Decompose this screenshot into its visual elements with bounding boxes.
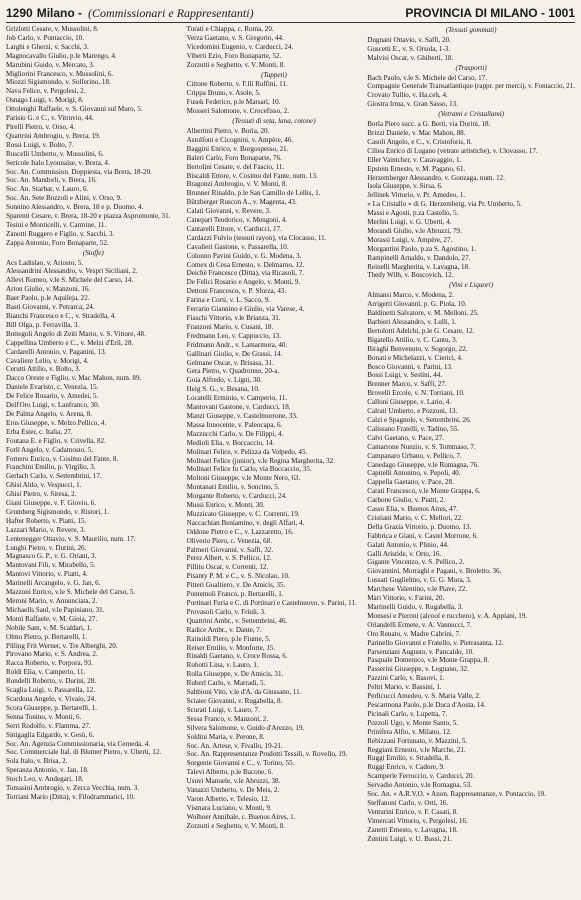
- directory-entry: Pazzini Carlo, v. Basovi, 1.: [367, 674, 445, 683]
- city-label: Milano -: [36, 6, 83, 20]
- directory-entry: Zorzutti e Seghetto, v. V. Monti, 8.: [186, 60, 286, 69]
- directory-entry: Vanazzi Umberto, v. De Meis, 2.: [186, 786, 280, 795]
- directory-entry: Usuvi Manuele, v.le Abruzzi, 38.: [186, 777, 281, 786]
- directory-entry: Soc. Commerciale Ital. di Blumer Pietro, v. Uberti, 12.: [6, 748, 162, 757]
- directory-entry: Lentenegger Ottavio, v. S. Maurilio, num. 17.: [6, 534, 136, 543]
- directory-entry: Carati Francesco, v.le Monte Grappa, 6.: [367, 487, 481, 496]
- directory-entry: Lussati Guglielmo, v. G. G. Mora, 3.: [367, 576, 472, 585]
- directory-entry: Rampinelli Arnaldo, v. Dandolo, 27.: [367, 253, 471, 262]
- directory-entry: Molinari Felice, v. Pelizza da Volpedo, 45.: [186, 447, 308, 456]
- directory-entry: Della Grazia Vittorio, p. Duomo, 13.: [367, 522, 472, 531]
- directory-entry: Ghisi Aldo, v. Vespucci, 1.: [6, 481, 82, 490]
- directory-entry: Quattrini Ambrogio, v. Brera, 19.: [6, 131, 101, 140]
- category-heading: (Vini e Liquori): [449, 281, 494, 290]
- directory-entry: Sola Italo, v. Brisa, 2.: [6, 757, 68, 766]
- directory-entry: Camarrone Nunzio, v. S. Tommaso, 7.: [367, 442, 476, 451]
- directory-entry: Torriani Mario (Ditta), v. Filodrammatici, 10.: [6, 792, 135, 801]
- directory-entry: Borla Piero succ. a G. Berti, via Durini, 18.: [367, 120, 491, 129]
- directory-entry: Monti Raffaele, v. M. Gioia, 27.: [6, 614, 98, 623]
- directory-entry: Meroni Mario, v. Annunciata, 2.: [6, 597, 98, 605]
- directory-entry: Pontemoli Franco, p. Bertarelli, 1.: [186, 590, 284, 599]
- directory-entry: Brenner Marco, v. Saffi, 27.: [367, 380, 447, 389]
- directory-entry: Locatelli Erminio, v. Camperio, 11.: [186, 394, 288, 403]
- directory-entry: Racca Roberto, v. Porpora, 93.: [6, 659, 94, 668]
- directory-entry: Vimercati Vittorio, v. Pergolesi, 16.: [367, 816, 468, 825]
- directory-entry: Galli Aristide, v. Orto, 16.: [367, 549, 442, 558]
- directory-entry: Canedago Giuseppe, v.le Romagna, 76.: [367, 460, 480, 469]
- directory-entry: Stoch Leo, v. Andegari, 18.: [6, 775, 84, 784]
- directory-entry: Barbieri Alessandro, v. Lulli, 1.: [367, 318, 457, 326]
- directory-entry: Reinelli Margherita, v. Lavagna, 18.: [367, 262, 470, 271]
- directory-entry: Lunghi Pietro, v. Durini, 26.: [6, 543, 87, 552]
- directory-entry: Soc. An. Starbar, v. Lauro, 6.: [6, 185, 89, 194]
- directory-entry: Medioli Elia, v. Boccaccio, 14.: [186, 438, 275, 447]
- directory-entry: Grizlotti Cesare, v. Mussolini, 8.: [6, 25, 99, 33]
- category-heading: (Tessuti di seta, lana, cotone): [232, 117, 316, 126]
- directory-entry: Wolhoer Annibale, c. Buenos Aires, 1.: [186, 812, 296, 821]
- directory-entry: Dettoni Francesco, v. P. Sforza, 43.: [186, 287, 287, 296]
- directory-entry: Canepari Teodorico, v. Mengoni, 4.: [186, 216, 288, 225]
- directory-entry: Bigatello Attilio, v. C. Cantu, 3.: [367, 335, 458, 344]
- directory-entry: Oro Renato, v. Madre Cabrini, 7.: [367, 629, 461, 638]
- directory-entry: Arrigerti Giovanni, p. G. Piola, 10.: [367, 300, 467, 309]
- directory-entry: Mosseri Salomone, v. Crocefisso, 2.: [186, 107, 290, 116]
- directory-entry: Magnocavallo Giulio, p.le Marengo, 4.: [6, 51, 117, 60]
- directory-entry: Thedy Wilh, v. Boscovich, 12.: [367, 271, 454, 280]
- directory-entry: Turati e Chiappa, c. Roma, 20.: [186, 25, 274, 33]
- directory-entry: Muzzicato Giuseppe, v. C. Correnti, 19.: [186, 509, 300, 518]
- directory-entry: Bertolini Cesare, v. del Fascio, 11.: [186, 162, 285, 171]
- directory-entry: Bianchi Francesco e C., v. Stradella, 4.: [6, 312, 117, 320]
- directory-entry: De Felici Rosario e Angelo, v. Monti, 9.: [186, 278, 301, 287]
- directory-entry: Soc. An. Agenzia Commissionaria, via Cerneda, 4.: [6, 739, 151, 748]
- directory-entry: Ferrario Giannino e Giulio, via Varese, 4.: [186, 305, 305, 314]
- directory-entry: Mantovani Gastone, v. Carducci, 18.: [186, 403, 291, 412]
- directory-entry: Fusek Federico, p.le Marsari, 10.: [186, 98, 281, 107]
- directory-entry: Migliorini Francesco, v. Mussolini, 6.: [6, 69, 114, 78]
- directory-entry: Scardona Angelo, v. Vivaio, 24.: [6, 694, 97, 703]
- directory-entry: Osnago Luigi, v. Morigi, 8.: [6, 96, 84, 105]
- directory-entry: Steffanoni Carlo, v. Orti, 16.: [367, 798, 449, 807]
- directory-entry: Ghisi Pietro, v. Siresa, 2.: [6, 490, 77, 499]
- directory-entry: Brizzi Daniele, v. Mac Mahon, 88.: [367, 128, 466, 137]
- directory-entry: Soc. An. Rappresentanze Prodotti Tessili, v. Rovello, 19.: [186, 750, 348, 759]
- directory-entry: Compagnie Generale Transatlantique (rappr. per merci), v. Fontaccio, 21.: [367, 82, 576, 91]
- directory-entry: Mantovi Vittorio, v. Piatti, 4.: [6, 570, 88, 579]
- directory-entry: Daniele Evaristo, c. Venezia, 15.: [6, 383, 99, 392]
- directory-entry: Zanetti Ernesto, v. Lavagna, 18.: [367, 825, 458, 834]
- directory-entry: Carbone Giulio, v. Piatti, 2.: [367, 496, 446, 505]
- directory-entry: Cappellina Umberto e C., v. Melzi d'Eril, 28.: [6, 338, 134, 347]
- directory-entry: Arton Giulio, v. Manzoni, 16.: [6, 285, 91, 294]
- directory-entry: Morandi Giulio, v.le Abruzzi, 79.: [367, 226, 462, 235]
- directory-entry: Pirovano Mario, v. S. Andrea, 2.: [6, 650, 98, 659]
- directory-entry: Fabbrica e Giani, v. Castel Morrone, 6.: [367, 531, 478, 540]
- directory-entry: Pozzoli Ugo, v. Monte Santo, 5.: [367, 718, 459, 727]
- directory-entry: Cardazzi Fulvio (tessuti rayon), via Clocasso, 11.: [186, 233, 327, 242]
- directory-entry: Oliverio Piero, c. Venezia, 68.: [186, 536, 272, 545]
- directory-entry: Talevi Alberto, p.le Bacone, 6.: [186, 768, 274, 777]
- directory-entry: Franzoni Mario, v. Cusani, 18.: [186, 322, 274, 331]
- directory-entry: Sonnino Alessandro, v. Brera, 18 e p. Duomo, 4.: [6, 203, 144, 212]
- directory-entry: Tesini e Monticelli, v. Carmine, 11.: [6, 220, 107, 229]
- directory-entry: Peltri Mario, v. Bassini, 1.: [367, 683, 442, 692]
- directory-entry: Crovato Tullio, v. Ha.ceh, 4.: [367, 91, 448, 100]
- directory-entry: Gelmane Oscar, v. Brisasa, 31.: [186, 358, 274, 367]
- directory-entry: Sinigaglia Edgardo, v. Gesù, 6.: [6, 730, 95, 739]
- directory-entry: Grumberg Sigismondo, v. Ristori, 1.: [6, 507, 110, 516]
- directory-entry: Radice Ambr., v. Dante, 7.: [186, 625, 262, 634]
- directory-entry: Zuntini Luigi, v. U. Bassi, 21.: [367, 834, 452, 843]
- directory-entry: Brovelli Ercole, v. N. Torriani, 10.: [367, 389, 465, 398]
- directory-entry: Sabbioni Vito, v.le d'A. da Giussano, 11.: [186, 688, 302, 697]
- directory-entry: Dacco Oreste e Figlio, v. Mac Mahon, num. 89.: [6, 374, 142, 383]
- directory-entry: Deichè Francesco (Ditta), via Ricasoli, 7.: [186, 269, 305, 278]
- directory-entry: Mazzoni Enrico, v.le S. Michele del Carso, 5.: [6, 588, 136, 597]
- directory-entry: Rebizzani Fortunato, v. Mazzini, 5.: [367, 736, 468, 745]
- directory-entry: Ciliea Enrico di Lugano (vetrate artistiche), v. Clovasso, 17.: [367, 146, 538, 155]
- directory-entry: Perez Albert, v. S. Pellico, 12.: [186, 554, 272, 563]
- directory-entry: Picinali Carlo, v. Lupetta, 7.: [367, 709, 448, 718]
- directory-entry: Alessandrini Alessandro, v. Vespri Siciliani, 2.: [6, 267, 138, 276]
- directory-entry: Moltoni Giuseppe, v.le Monte Nero, 63.: [186, 474, 301, 483]
- directory-entry: Dugnani Ottavio, v. Saffi, 20.: [367, 35, 451, 44]
- directory-entry: Forli Angelo, v. Cadamosto, 5.: [6, 445, 94, 454]
- directory-entry: Heig S. G., v. Besana, 10.: [186, 385, 260, 394]
- directory-entry: Erba Ester, c. Italia, 27.: [6, 427, 73, 436]
- directory-entry: Gigante Vincenzo, v. S. Pellico, 2.: [367, 558, 465, 567]
- directory-entry: Soc. An. « A.R.V.O. » Anon. Rappresentanze, v. Pontaccio, 19.: [367, 790, 546, 799]
- directory-entry: Epstein Ernesto, v. M. Pagano, 61.: [367, 164, 466, 173]
- directory-entry: Manzi Giuseppe, v. Castelmorrone, 33.: [186, 411, 298, 420]
- directory-entry: Soc. An. Sete Bozzoli e Alini, v. Orso, 9.: [6, 194, 122, 203]
- directory-entry: Goia Alfredo, v. Ligni, 30.: [186, 376, 262, 385]
- directory-entry: Mantovani Fili, v. Mirabello, 5.: [6, 561, 96, 570]
- directory-entry: Scora Giuseppe, p. Bertarelli, 1.: [6, 703, 98, 712]
- directory-entry: De Felice Rosario, v. Amedei, 5.: [6, 392, 99, 401]
- directory-entry: Molinari Felice fu Carlo, via Boccaccio, 35.: [186, 465, 312, 474]
- directory-entry: Casoli Angelo, e C., v. Cristoforis, 8.: [367, 137, 473, 146]
- directory-entry: Morassi Luigi, v. Ampère, 27.: [367, 235, 453, 244]
- directory-entry: Baggini Enrico, v. Borgospesso, 21.: [186, 144, 289, 153]
- directory-entry: Rondelli Roberto, v. Durini, 28.: [6, 677, 97, 686]
- directory-entry: Bützberger Ruscon A., v. Magenta, 43.: [186, 198, 297, 207]
- directory-entry: Reggiani Ernesto, v.le Marche, 21.: [367, 745, 466, 754]
- directory-entry: Oddone Pietro e C., v. Lazzaretto, 16.: [186, 527, 294, 536]
- directory-entry: Montanari Emilio, v. Soncino, 5.: [186, 483, 280, 492]
- directory-entry: Merlini Luigi, v. G. Uberti, 4.: [367, 218, 452, 227]
- directory-entry: Sorgente Giovanni e C., v. Torino, 55.: [186, 759, 295, 768]
- directory-entry: Cittone Roberto, v. F.lli Ruffini, 11.: [186, 80, 288, 89]
- directory-entry: Eros Giuseppe, v. Melzo Pellico, 4.: [6, 418, 107, 427]
- directory-entry: Serri Rodolfo, v. Flamma, 27.: [6, 721, 91, 730]
- directory-entry: Vicedomini Eugenio, v. Carducci, 24.: [186, 42, 294, 51]
- directory-entry: Massi e Agosti, p.za Castello, 5.: [367, 209, 459, 218]
- directory-entry: Parinello Giovanni e Fratello, v. Pietrasanta, 12.: [367, 638, 504, 647]
- directory-entry: Senna Tonino, v. Monti, 6.: [6, 712, 82, 721]
- directory-entry: Sparenti Cesare, v. Brera, 18-20 e piazza Aspromonte, 31.: [6, 212, 171, 221]
- directory-entry: Allevi Romeo, v.le S. Michele del Carso, 14.: [6, 276, 134, 285]
- directory-entry: Pescarmona Paolo, p.le Duca d'Aosta, 14.: [367, 700, 486, 709]
- directory-entry: Ruggi Enrico, v. Cadore, 9.: [367, 763, 445, 772]
- directory-entry: Rossi Luigi, v. Bolto, 7.: [6, 140, 74, 149]
- directory-entry: Monsesi e Pieroni (alcool e rucchero), v. A. Appiani, 19.: [367, 611, 528, 620]
- directory-entry: Bach Paolo, v.le S. Michele del Carso, 17.: [367, 73, 487, 82]
- directory-entry: Gera Pietro, v. Quadronno, 20-a.: [186, 367, 280, 376]
- directory-entry: Oriandelli Ermete, v. A. Vannucci, 7.: [367, 620, 472, 629]
- directory-entry: Calloni Giuseppe, v. Lario, 4.: [367, 398, 452, 407]
- directory-entry: Guscetti E., v. S. Orsola, 1-3.: [367, 44, 451, 53]
- directory-entry: Parsenziani Augusto, v. Pancaldo, 10.: [367, 647, 474, 656]
- directory-entry: Casso Elia, v. Buenos Aires, 47.: [367, 505, 459, 514]
- directory-entry: Mazzucchi Carlo, v. De Filippi, 4.: [186, 429, 284, 438]
- directory-entry: Rainoldi Piero, p.le Fiume, 5.: [186, 634, 271, 643]
- directory-entry: Martinelli Guido, v. Rugabella, 3.: [367, 603, 463, 611]
- directory-entry: Morgantini Paolo, p.za S. Agostino, 1.: [367, 244, 476, 253]
- directory-entry: Pirelli Pietro, v. Orso, 4.: [6, 122, 75, 131]
- directory-entry: Scurati Luigi, v. Lauro, 7.: [186, 705, 260, 714]
- directory-entry: Magnasco G. P., v. G. Oriani, 3.: [6, 552, 97, 561]
- directory-entry: Olmo Pietro, p. Bertarelli, 1.: [6, 632, 88, 641]
- column-2: [187, 25, 362, 843]
- directory-entry: Eller Vaintcher, v. Caravaggio, 1.: [367, 155, 462, 164]
- directory-entry: Scaglia Luigi, v. Passarella, 12.: [6, 686, 95, 695]
- directory-entry: Brunner Rinaldo, p.le San Camillo de Lellis, 1.: [186, 189, 321, 198]
- directory-entry: Dell'Oro Luigi, v. Lanfranco, 30.: [6, 401, 100, 410]
- directory-entry: Albertini Pietro, v. Boria, 20.: [186, 126, 270, 135]
- directory-entry: Miozzi Sigismondo, v. Solferino, 18.: [6, 78, 111, 87]
- directory-entry: Scamperle Ferruccio, v. Carducci, 20.: [367, 772, 475, 781]
- directory-entry: Cavaliere Lelio, v. Morigi, 4.: [6, 356, 89, 365]
- directory-entry: Massa Innocente, v. Paleocapa, 6.: [186, 420, 283, 429]
- directory-entry: Pisanty P. M. e C., v. S. Nicolao, 10.: [186, 572, 290, 581]
- directory-entry: Fridmann Andr., v. Lamarmora, 40.: [186, 340, 288, 349]
- category-heading: (Stoffe): [82, 248, 104, 257]
- directory-entry: Crippa Bruno, v. Asole, 5.: [186, 89, 261, 98]
- directory-entry: Roldi Elia, v. Camperio, 11.: [6, 668, 86, 677]
- directory-entry: Sciaier Giovanni, v. Rugabella, 8.: [186, 696, 283, 705]
- directory-entry: Zappa Antonio, Foro Bonaparte, 52.: [6, 238, 109, 247]
- directory-entry: Soc. An. Artese, v. Fivallo, 19-21.: [186, 741, 283, 750]
- directory-entry: Bertolotti Adelchi, p.le G. Cesare, 12.: [367, 326, 475, 335]
- directory-entry: Calati Giovanni, v. Revere, 3.: [186, 207, 271, 216]
- directory-entry: Tomasini Ambrogio, v. Zecca Vecchia, num. 3.: [6, 784, 140, 793]
- directory-entry: Colonno Pavini Guido, v. G. Modena, 3.: [186, 251, 302, 260]
- directory-entry: Foutana E. e Figlio, v. Crivella, 82.: [6, 436, 106, 445]
- directory-entry: Bottegoli Angelo di Zeiti Mario, v. S. Vittore, 48.: [6, 329, 146, 338]
- directory-entry: Pitteri Gualtiero, v. De Amicis, 35.: [186, 581, 286, 590]
- directory-entry: Nobile Sam, v. M. Scaldari, 1.: [6, 623, 92, 632]
- directory-entry: Robotti Lina, v. Lauro, 1.: [186, 661, 259, 670]
- directory-entry: Portinari Furia e C. di Portinari e Castelnuovo, v. Parini, 11.: [186, 599, 357, 607]
- directory-entry: Quattrini Ambr., v. Settembrini, 46.: [186, 616, 288, 625]
- category-heading: (Tappeti): [261, 70, 287, 79]
- page-number: 1290: [6, 6, 33, 20]
- directory-entry: Provasoli Carlo, v. Friuli, 3.: [186, 607, 266, 616]
- directory-entry: Venturini Enrico, v. F. Casati, 8.: [367, 807, 459, 816]
- directory-entry: Soldini Maria, v. Perone, 8.: [186, 732, 265, 741]
- directory-entry: Bosco Giovanni, v. Parini, 13.: [367, 362, 453, 371]
- directory-entry: Verza Gaetano, v. S. Gregorio, 44.: [186, 33, 284, 42]
- directory-entry: Astolfoni e Cicognini, v. Ampère, 46.: [186, 135, 294, 144]
- directory-entry: Galati Antonio, v. Plinio, 44.: [367, 540, 449, 549]
- directory-entry: Michaells Saul, v.le Papiniano, 31.: [6, 605, 105, 614]
- directory-entry: Cappella Gaetano, v. Pace, 28.: [367, 478, 454, 487]
- directory-entry: Bonati e Michelazzi, v. Cierici, 4.: [367, 353, 463, 362]
- directory-entry: Franchini Emilio, p. Virgilio, 3.: [6, 463, 96, 472]
- directory-entry: Zorzutti e Seghetto, v. V. Monti, 8.: [186, 821, 286, 830]
- directory-entry: Cerutti Attilio, v. Bolto, 3.: [6, 365, 81, 374]
- directory-entry: Pasquale Domenico, v.le Monte Grappa, 8.: [367, 656, 490, 665]
- directory-entry: Soc. An. Commission. Doppiesta, via Brera, 18-20.: [6, 167, 152, 176]
- directory-entry: Calissano Fratelli, v. Tadino, 55.: [367, 424, 460, 433]
- directory-entry: Bossi Luigi, v. Sestini, 44.: [367, 371, 443, 380]
- directory-entry: Ottolenghi Raffaele, v. S. Giovanni sul Muro, 5.: [6, 105, 143, 114]
- directory-entry: Gerlach Carlo, v. Settembrini, 17.: [6, 472, 102, 481]
- directory-entry: Gallinari Giulio, v. De Grassi, 14.: [186, 349, 283, 358]
- directory-entry: Nava Felice, v. Pergolesi, 2.: [6, 87, 86, 96]
- directory-entry: Isola Giuseppe, v. Sirsa, 6.: [367, 182, 443, 191]
- directory-entry: Biscaldi Ettore, v. Cosimo del Fante, num. 13.: [186, 171, 318, 180]
- directory-entry: Cantarelli Ettore, v. Carducci, 17.: [186, 224, 282, 233]
- category-heading: (Tessuti gommati): [445, 26, 497, 34]
- directory-entry: Jellinek Vittorio, v. Pr. Amedeo, 1.: [367, 191, 466, 200]
- page-header: [6, 6, 575, 23]
- directory-entry: Fredmann Leo, v. Cappuccio, 13.: [186, 331, 282, 340]
- column-1: [6, 25, 181, 843]
- directory-entry: Calvi Gaetano, v. Pace, 27.: [367, 433, 445, 442]
- directory-entry: Ruggi Emilio, v. Stradella, 8.: [367, 754, 450, 763]
- directory-entry: Farina e Corti, v. L. Sacco, 9.: [186, 296, 270, 305]
- directory-entry: Baleri Carlo, Foro Bonaparte, 76.: [186, 153, 282, 162]
- directory-entry: Acs Ladislao, v. Ariosto, 5.: [6, 258, 84, 267]
- directory-entry: Giovannini, Morraghi e Pagani, v. Broletto, 36.: [367, 567, 502, 576]
- directory-entry: Ruberl Carlo, v. Marradi, 5.: [186, 679, 266, 688]
- directory-entry: Rolla Giuseppe, v. De Amicis, 31.: [186, 670, 284, 679]
- directory-entry: Palmeri Giovanni, v. Saffi, 32.: [186, 545, 274, 554]
- category-heading: (Vetrami e Cristallami): [438, 110, 505, 119]
- directory-entry: Baldinetti Salvatore, v. M. Melloni, 25.: [367, 309, 479, 318]
- directory-entry: Herzemberger Alessandro, v. Gonzaga, num. 12.: [367, 173, 505, 182]
- directory-entry: Passerini Giuseppe, v. Legnano, 32.: [367, 665, 469, 674]
- directory-entry: Sericole Italo Lyonnaise, v. Brera, 4.: [6, 158, 110, 167]
- directory-entry: Biraghi Benvenuto, v. Sogorgo, 22.: [367, 344, 468, 353]
- directory-entry: Mussi Enrico, v. Monti, 30.: [186, 501, 265, 510]
- directory-entry: Almansi Marco, v. Modena, 2.: [367, 291, 454, 300]
- directory-entry: Larghi e Gherzi, v. Sacchi, 3.: [6, 42, 89, 51]
- directory-entry: Job Carlo, v. Pontaccio, 10.: [6, 33, 84, 42]
- section-title: (Commissionari e Rappresentanti): [88, 6, 254, 20]
- directory-entry: Marinelli Arcangelo, v. G. Jan, 6.: [6, 579, 101, 588]
- directory-entry: Baer Paolo, p.le Aquileja, 22.: [6, 294, 90, 303]
- directory-entry: Fiaschi Vittorio, v.le Brianza, 31.: [186, 314, 281, 322]
- directory-entry: De Palma Angelo, v. Arena, 8.: [6, 409, 93, 418]
- directory-entry: Marchese Valentino, v.le Piave, 22.: [367, 585, 468, 594]
- directory-entry: Naccachian Beniamino, v. degli Affari, 4.: [186, 518, 305, 527]
- directory-entry: Viberti Ezio, Foro Bonaparte, 52.: [186, 51, 282, 60]
- directory-entry: Molinari Felice (junior), v.le Regina Margherita, 32.: [186, 456, 335, 465]
- directory-entry: Giostra Irma, v. Gran Sasso, 13.: [367, 100, 459, 109]
- directory-entry: Cavalieri Gastone, v. Passarella, 10.: [186, 242, 289, 251]
- directory-entry: Fornero Enrico, v. Cosimo del Fante, 8.: [6, 454, 119, 463]
- category-heading: (Trasporti): [455, 63, 487, 72]
- directory-entry: Calzi e Spagnolo, v. Settembrini, 26.: [367, 415, 472, 424]
- directory-entry: Morgante Roberto, v. Carducci, 24.: [186, 492, 287, 501]
- directory-entry: Bill Olga, p. Ferravilla, 3.: [6, 320, 80, 329]
- province-label: PROVINCIA DI MILANO - 1001: [405, 6, 575, 20]
- directory-entry: Prinifera Alfio, v. Milano, 12.: [367, 727, 452, 736]
- directory-entry: Servadio Antonio, v.le Romagna, 53.: [367, 781, 472, 790]
- directory-entry: Perlicucci Amedeo, v. S. Maria Valle, 2.: [367, 692, 481, 701]
- directory-entry: Parisio G. e C., v. Vitruvio, 44.: [6, 114, 94, 123]
- directory-entry: Silvera Salomone, v. Guido d'Arezzo, 19.: [186, 723, 305, 732]
- directory-entry: Pilling Frit Werner, v. Tre Alberghi, 20.: [6, 641, 118, 650]
- directory-entry: Cardarelli Antonio, v. Paganini, 13.: [6, 347, 107, 356]
- directory-entry: Pillitu Oscar, v. Correnti, 12.: [186, 563, 269, 572]
- directory-entry: Lazzari Mario, v. Revere, 3.: [6, 525, 86, 534]
- directory-entry: Campanaro Urbano, v. Pellico, 7.: [367, 451, 462, 460]
- directory-entry: Marubini Guido, v. Mercato, 3.: [6, 60, 95, 69]
- directory-entry: Reiser Emilio, v. Monforte, 15.: [186, 643, 276, 652]
- directory-entry: Rinaldi Gaetano, v. Croce Rossa, 6.: [186, 652, 288, 661]
- directory-entry: Varon Alberto, v. Telesio, 12.: [186, 794, 270, 803]
- directory-entry: Mari Vittorio, v. Farini, 20.: [367, 594, 445, 603]
- directory-entry: Speranza Antonio, v. Jan, 18.: [6, 766, 89, 775]
- directory-entry: Comex di Cesa Ernesto, v. Delmarno, 12.: [186, 260, 305, 269]
- directory-entry: Sessa Franco, v. Manzoni, 2.: [186, 714, 269, 723]
- directory-entry: Bragonzi Ambrogio, v. V. Monti, 8.: [186, 180, 288, 189]
- directory-entry: Calrati Umberto, e Pozzoni, 13.: [367, 407, 458, 416]
- directory-entry: Vismara Luciano, v. Monti, 9.: [186, 803, 272, 812]
- directory-entry: Giani Giuseppe, v. F. Giovio, 6.: [6, 499, 97, 508]
- directory-columns: [6, 25, 575, 843]
- directory-entry: Capitelli Antonino, v. Pepoli, 40.: [367, 469, 461, 478]
- directory-entry: Cristiani Mario, v. C. Mellori, 22.: [367, 513, 463, 522]
- directory-entry: Hafter Roberto, v. Piatti, 15.: [6, 516, 87, 525]
- column-3: [367, 25, 575, 843]
- directory-entry: Zanotti Ruggero e Figlio, v. Sacchi, 3.: [6, 229, 115, 238]
- directory-entry: Basti Giovanni, v. Petrarca, 24.: [6, 303, 95, 312]
- directory-entry: Soc. An. Mandorli, v. Brera, 16.: [6, 176, 97, 185]
- directory-entry: « La Cristallo » di G. Herzemberg, via Pr. Umberto, 5.: [367, 200, 522, 209]
- directory-entry: Malvisi Oscar, v. Ghiberti, 18.: [367, 53, 454, 62]
- directory-entry: Ruscelli Umberto, v. Mussolini, 6.: [6, 149, 104, 158]
